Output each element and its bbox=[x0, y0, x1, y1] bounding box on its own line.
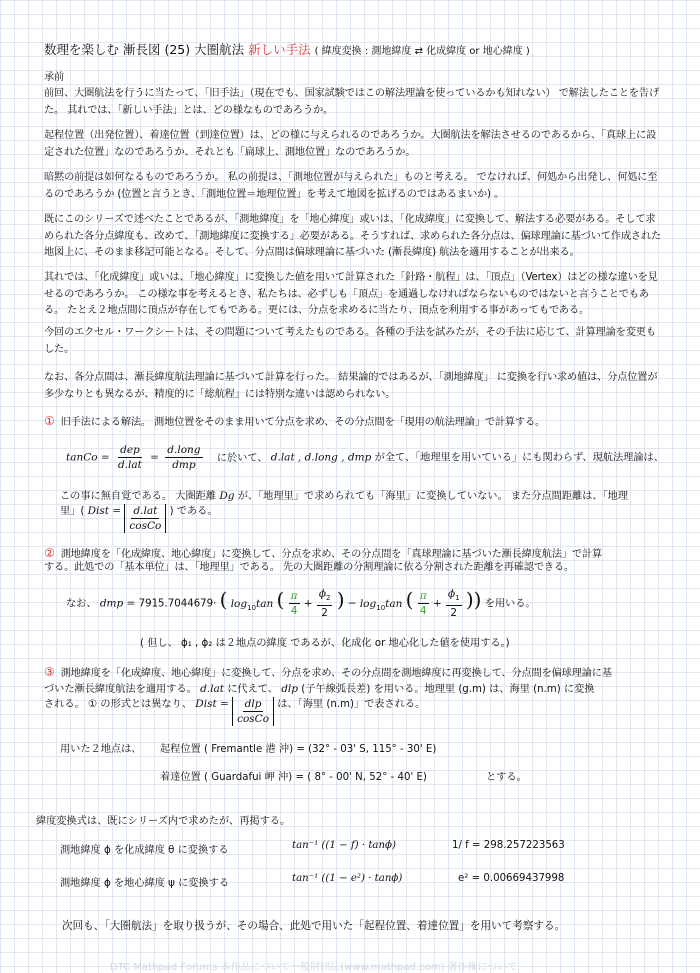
fraction-dep-dlat: $\frac{\text{dep}}{\text{d.lat}}$ bbox=[118, 444, 142, 471]
start-position: 起程位置 ( Fremantle 港 沖) = (32° - 03' S, 115° - 30' E) bbox=[160, 744, 437, 755]
conversion-row-2-formula: tan⁻¹ ((1 − e²) · tanϕ) bbox=[292, 873, 403, 884]
method-1-heading bbox=[44, 413, 664, 432]
method-1-formula: tanCo = $\frac{\text{dep}}{\text{d.lat}}$ = $\frac{\text{d.long}}{\text{dmp}}$ に於いて、 d.lat , d.long , dmp が全て、「地理里を用いている」にも関わらず、現航法理論は、 bbox=[66, 444, 664, 471]
conversion-row-2-param: e² = 0.00669437998 bbox=[458, 873, 565, 884]
method-1-text: 旧手法による解法。 測地位置をそのまま用いて分点を求め、その分点間を「現用の航法理論」で計算する。 bbox=[60, 417, 546, 428]
conversion-row-1-param: 1/ f = 298.257223563 bbox=[452, 840, 565, 851]
method-3-line-3: される。 ① の形式とは異なり、 Dist = $\frac{\text{dlp}}{\text{cosCo}}$ は、「海里 (n.m)」で表される。 bbox=[44, 698, 426, 725]
conversion-row-2-label: 測地緯度 ϕ を地心緯度 ψ に変換する bbox=[60, 878, 230, 889]
intro-paragraph-2: 起程位置（出発位置）、着達位置（到達位置）は、どの様に与えられるのであろうか。大圏航法を解法させるのであるから、「真球上に設定された位置」なのであろうか、それとも「扁球上、測地位置」なのであろうか。 bbox=[44, 130, 657, 158]
intro-paragraph-5: 其れでは、「化成緯度」或いは、「地心緯度」に変換した値を用いて計算された「針路・航程」は、「頂点」（Vertex）はどの様な違いを見せるのであろうか。 この様な事を考えるとき、私たちは、必ずしも「頂点」を通過しなければならないものではないと言うことでもある。 たとえ２地点間に頂点が存在してもである。更には、分点を求めるに当たり、頂点を利用する事があってもである。 bbox=[44, 272, 658, 316]
intro-paragraph-1: 前回、大圏航法を行うに当たって、「旧手法」（現在でも、国家試験ではこの解法理論を使っているかも知れない） で解法したことを告げた。 其れでは、「新しい手法」とは、どの様なものであろうか。 bbox=[44, 88, 660, 116]
footer-watermark: DTC Mathpad Forums 本作品について一般財団法(www.mathpad.com) 著作権について bbox=[110, 962, 518, 973]
title-subtitle: ( 緯度変換 : 測地緯度 ⇄ 化成緯度 or 地心緯度 ) bbox=[314, 46, 530, 57]
title-highlight: 新しい手法 bbox=[248, 42, 311, 57]
intro-paragraph-7: なお、各分点間は、漸長緯度航法理論に基づいて計算を行った。 結果論的ではあるが、「測地緯度」 に変換を行い求め値は、分点位置が多少なりとも異なるが、精度的に「総航程」には特別な違いは認められない。 bbox=[44, 372, 658, 400]
method-3-line-2: づいた漸長緯度航法を適用する。 d.lat に代えて、 dlp (子午線弧長差) を用いる。地理里 (g.m) は、海里 (n.m) に変換 bbox=[44, 683, 595, 695]
intro-paragraph-4: 既にこのシリーズで述べたことであるが、「測地緯度」を「地心緯度」或いは、「化成緯度」に変換して、解法する必要がある。そして求められた各分点緯度も、改めて、「測地緯度に変換する」必要がある。そうすれば、求められた各分点は、偏球理論に基づいて作成された地図上に、そのまま移記可能となる。そして、分点間は偏球理論に基づいた (漸長緯度) 航法を適用することが出来る。 bbox=[44, 214, 662, 258]
intro-heading: 承前 bbox=[44, 72, 65, 83]
method-3-line-1: ③ 測地緯度を「化成緯度、地心緯度」に変換して、分点を求め、その分点間を測地緯度に再変換して、分点間を偏球理論に基 bbox=[44, 665, 612, 679]
method-3-number: ③ bbox=[44, 665, 55, 679]
closing-text: 次回も、「大圏航法」を取り扱うが、その場合、此処で用いた「起程位置、着達位置」を用いて考察する。 bbox=[62, 920, 566, 932]
conversion-intro: 緯度変換式は、既にシリーズ内で求めたが、再掲する。 bbox=[36, 816, 291, 827]
fraction-dlong-dmp: $\frac{\text{d.long}}{\text{dmp}}$ bbox=[167, 444, 201, 471]
formula-lhs: tanCo bbox=[66, 451, 98, 464]
formula-vars: d.lat , d.long , dmp bbox=[270, 451, 372, 464]
page-title bbox=[44, 40, 530, 58]
title-main: 数理を楽しむ 漸長図 (25) 大圏航法 bbox=[44, 42, 245, 57]
conversion-row-1-label: 測地緯度 ϕ を化成緯度 θ に変換する bbox=[60, 845, 229, 856]
method-2-note: ( 但し、 ϕ₁ , ϕ₂ は２地点の緯度 であるが、化成化 or 地心化した値を使用する。) bbox=[140, 638, 510, 649]
dist-abs-fraction: $\frac{\text{d.lat}}{\text{cosCo}}$ bbox=[124, 504, 166, 533]
end-position: 着達位置 ( Guardafui 岬 沖) = ( 8° - 00' N, 52° - 40' E) bbox=[160, 772, 427, 783]
method-1-note-line-2: 里」( Dist = $\frac{\text{d.lat}}{\text{cosCo}}$ ) である。 bbox=[60, 505, 218, 532]
points-intro: 用いた２地点は、 bbox=[60, 744, 142, 755]
points-suffix: とする。 bbox=[486, 772, 527, 783]
intro-paragraph-3: 暗黙の前提は如何なるものであろうか。 私の前提は、「測地位置が与えられた」ものと考える。 でなければ、何処から出発し、何処に至るのであろうか (位置と言うとき、「測地位置＝地理位置」を考えて地図を拡げるのではあるまいか) 。 bbox=[44, 172, 658, 200]
dist-abs-fraction-dlp: $\frac{\text{dlp}}{\text{cosCo}}$ bbox=[232, 697, 274, 726]
conversion-row-1-formula: tan⁻¹ ((1 − f) · tanϕ) bbox=[292, 840, 396, 851]
method-2-line-2: する。此処での「基本単位」は、「地理里」である。 先の大圏距離の分割理論に依る分割された距離を再確認できる。 bbox=[44, 562, 574, 573]
method-2-formula: なお、 dmp = 7915.7044679· ( $\log_{10}\tan$ ( $\frac{\pi}{4}$ + $\frac{\phi_2}{2}$ ) − $\log_{10}\tan$ ( $\frac{\pi}{4}$ + $\frac{\phi_1}{2}$ )) を用いる。 bbox=[66, 587, 536, 620]
formula-after-vars: が全て、「地理里を用いている」にも関わらず、現航法理論は、 bbox=[374, 452, 664, 464]
intro-paragraph-6: 今回のエクセル・ワークシートは、その問題について考えたものである。各種の手法を試みたが、その手法に応じて、計算理論を変更もした。 bbox=[44, 327, 656, 355]
dg-symbol: Dg bbox=[219, 490, 235, 502]
method-2-line-1: ② 測地緯度を「化成緯度、地心緯度」に変換して、分点を求め、その分点間を「真球理論に基づいた漸長緯度航法」で計算 bbox=[44, 546, 603, 560]
method-1-number: ① bbox=[44, 414, 55, 428]
method-2-number: ② bbox=[44, 546, 55, 560]
formula-after: に於いて、 bbox=[216, 452, 268, 464]
method-1-note-line-1: この事に無自覚である。 大圏距離 Dg が、「地理里」で求められても「海里」に変換していない。 また分点間距離は、「地理 bbox=[60, 490, 629, 502]
